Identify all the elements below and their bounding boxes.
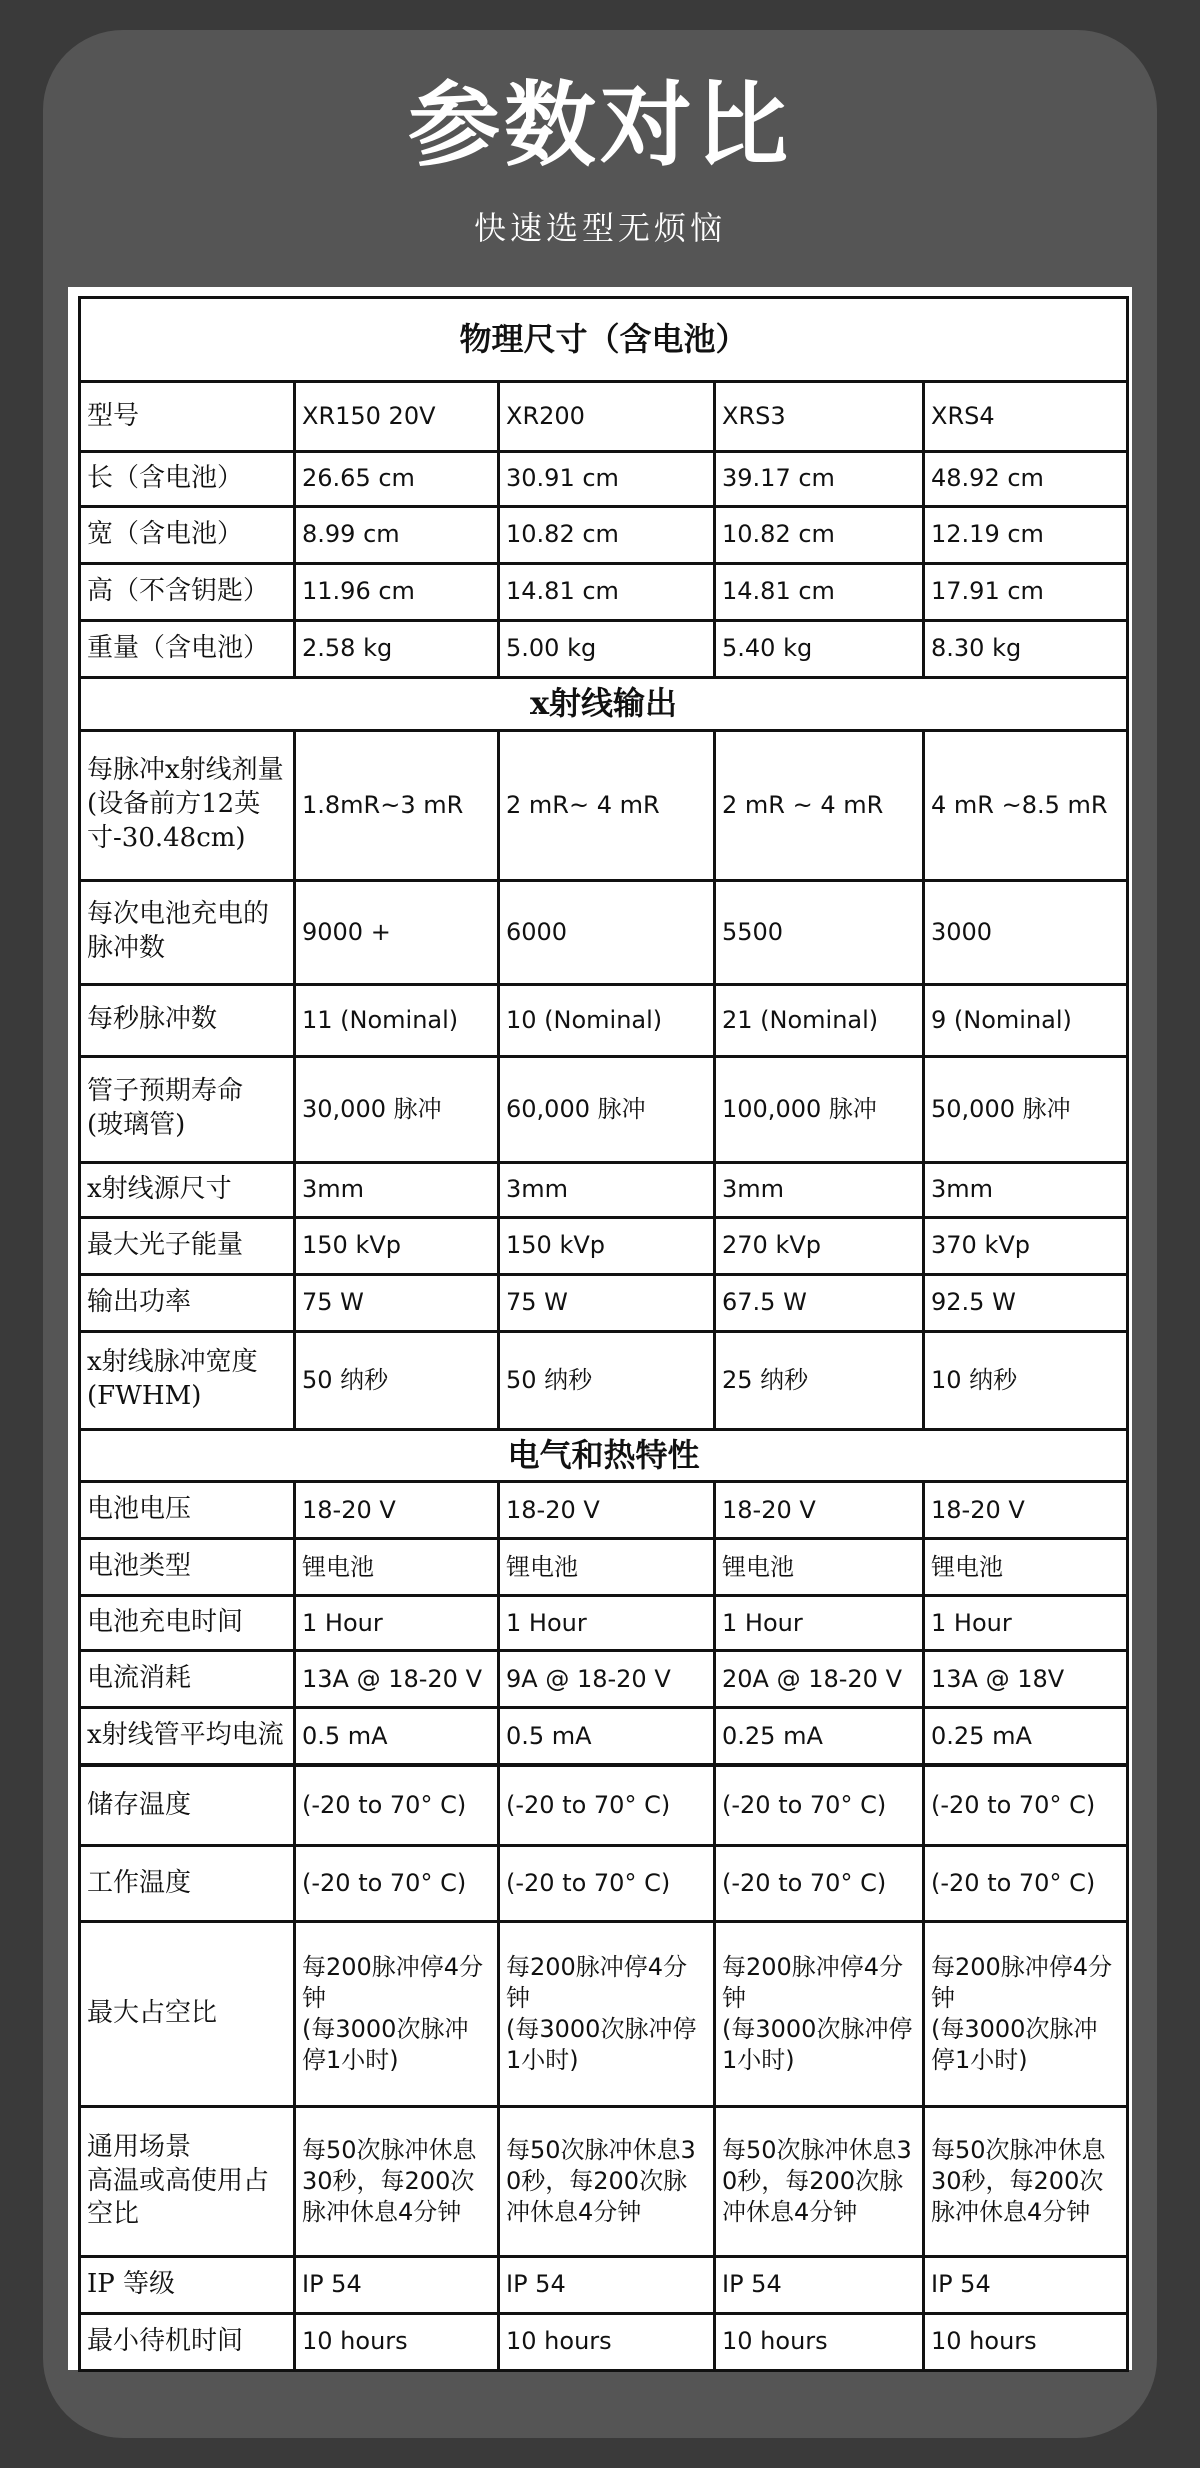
table-row <box>80 507 1128 564</box>
cell-value: IP 54 <box>715 2257 924 2314</box>
table-row <box>80 1846 1128 1922</box>
cell-value: 270 kVp <box>715 1217 924 1274</box>
row-label: 储存温度 <box>80 1766 295 1846</box>
cell-value: 5.40 kg <box>715 621 924 678</box>
cell-value: (-20 to 70° C) <box>715 1766 924 1846</box>
cell-value: XRS3 <box>715 382 924 452</box>
cell-value: 2 mR ~ 4 mR <box>715 730 924 880</box>
cell-value: 锂电池 <box>499 1539 715 1596</box>
cell-value: 每50次脉冲休息30秒，每200次脉冲休息4分钟 <box>715 2107 924 2257</box>
cell-value: 10 hours <box>924 2314 1128 2371</box>
table-row <box>80 1482 1128 1539</box>
table-row <box>80 382 1128 452</box>
cell-value: 每50次脉冲休息30秒，每200次脉冲休息4分钟 <box>499 2107 715 2257</box>
cell-value: (-20 to 70° C) <box>295 1846 499 1922</box>
table-row <box>80 1596 1128 1651</box>
table-row <box>80 1162 1128 1217</box>
cell-value: 每200脉冲停4分钟 (每3000次脉冲停1小时) <box>715 1922 924 2107</box>
row-label: 电池充电时间 <box>80 1596 295 1651</box>
cell-value: 1 Hour <box>924 1596 1128 1651</box>
table-row <box>80 2107 1128 2257</box>
cell-value: IP 54 <box>924 2257 1128 2314</box>
table-row <box>80 1651 1128 1708</box>
table-row <box>80 564 1128 621</box>
cell-value: IP 54 <box>295 2257 499 2314</box>
cell-value: 50 纳秒 <box>499 1331 715 1429</box>
cell-value: (-20 to 70° C) <box>715 1846 924 1922</box>
cell-value: 5500 <box>715 880 924 984</box>
cell-value: 13A @ 18-20 V <box>295 1651 499 1708</box>
cell-value: 每50次脉冲休息30秒，每200次脉冲休息4分钟 <box>295 2107 499 2257</box>
row-label: 重量（含电池） <box>80 621 295 678</box>
cell-value: 14.81 cm <box>715 564 924 621</box>
row-label: 输出功率 <box>80 1274 295 1331</box>
cell-value: (-20 to 70° C) <box>499 1846 715 1922</box>
table-row <box>80 984 1128 1056</box>
cell-value: 6000 <box>499 880 715 984</box>
cell-value: 9 (Nominal) <box>924 984 1128 1056</box>
table-row <box>80 452 1128 507</box>
spec-table-main <box>78 296 1129 1766</box>
cell-value: (-20 to 70° C) <box>924 1846 1128 1922</box>
row-label: 最大占空比 <box>80 1922 295 2107</box>
cell-value: 每200脉冲停4分钟 (每3000次脉冲停1小时) <box>924 1922 1128 2107</box>
cell-value: 5.00 kg <box>499 621 715 678</box>
cell-value: 48.92 cm <box>924 452 1128 507</box>
cell-value: 39.17 cm <box>715 452 924 507</box>
table-row <box>80 1217 1128 1274</box>
cell-value: 10 纳秒 <box>924 1331 1128 1429</box>
section-header-physical: 物理尺寸（含电池） <box>80 298 1128 382</box>
cell-value: 1 Hour <box>295 1596 499 1651</box>
row-label: 管子预期寿命 (玻璃管) <box>80 1056 295 1162</box>
cell-value: 0.25 mA <box>715 1708 924 1765</box>
table-row <box>80 1708 1128 1765</box>
cell-value: 30,000 脉冲 <box>295 1056 499 1162</box>
cell-value: 3mm <box>715 1162 924 1217</box>
cell-value: 每50次脉冲休息30秒，每200次脉冲休息4分钟 <box>924 2107 1128 2257</box>
row-label: 最大光子能量 <box>80 1217 295 1274</box>
row-label: 通用场景 高温或高使用占空比 <box>80 2107 295 2257</box>
cell-value: 8.30 kg <box>924 621 1128 678</box>
cell-value: 150 kVp <box>499 1217 715 1274</box>
cell-value: 21 (Nominal) <box>715 984 924 1056</box>
row-label: x射线源尺寸 <box>80 1162 295 1217</box>
cell-value: 4 mR ~8.5 mR <box>924 730 1128 880</box>
cell-value: XRS4 <box>924 382 1128 452</box>
cell-value: 18-20 V <box>715 1482 924 1539</box>
cell-value: 0.5 mA <box>499 1708 715 1765</box>
cell-value: 12.19 cm <box>924 507 1128 564</box>
cell-value: 9000 + <box>295 880 499 984</box>
cell-value: 150 kVp <box>295 1217 499 1274</box>
section-header-electrical: 电气和热特性 <box>80 1429 1128 1482</box>
cell-value: 10 (Nominal) <box>499 984 715 1056</box>
table-row <box>80 1766 1128 1846</box>
cell-value: 50 纳秒 <box>295 1331 499 1429</box>
cell-value: 17.91 cm <box>924 564 1128 621</box>
cell-value: 50,000 脉冲 <box>924 1056 1128 1162</box>
cell-value: 3mm <box>499 1162 715 1217</box>
cell-value: 3000 <box>924 880 1128 984</box>
row-label: 宽（含电池） <box>80 507 295 564</box>
table-row <box>80 621 1128 678</box>
cell-value: (-20 to 70° C) <box>499 1766 715 1846</box>
row-label: 电流消耗 <box>80 1651 295 1708</box>
cell-value: 2 mR~ 4 mR <box>499 730 715 880</box>
cell-value: 3mm <box>924 1162 1128 1217</box>
table-row <box>80 1056 1128 1162</box>
cell-value: 锂电池 <box>924 1539 1128 1596</box>
cell-value: 60,000 脉冲 <box>499 1056 715 1162</box>
cell-value: 1.8mR~3 mR <box>295 730 499 880</box>
cell-value: XR200 <box>499 382 715 452</box>
cell-value: 67.5 W <box>715 1274 924 1331</box>
cell-value: 10.82 cm <box>499 507 715 564</box>
cell-value: 14.81 cm <box>499 564 715 621</box>
cell-value: IP 54 <box>499 2257 715 2314</box>
cell-value: 锂电池 <box>715 1539 924 1596</box>
cell-value: 11 (Nominal) <box>295 984 499 1056</box>
row-label: 最小待机时间 <box>80 2314 295 2371</box>
cell-value: 10 hours <box>499 2314 715 2371</box>
cell-value: 2.58 kg <box>295 621 499 678</box>
cell-value: 100,000 脉冲 <box>715 1056 924 1162</box>
page-subtitle: 快速选型无烦恼 <box>473 209 726 247</box>
table-row <box>80 1922 1128 2107</box>
cell-value: 26.65 cm <box>295 452 499 507</box>
section-header-xray: x射线输出 <box>80 678 1128 731</box>
cell-value: (-20 to 70° C) <box>924 1766 1128 1846</box>
cell-value: 13A @ 18V <box>924 1651 1128 1708</box>
cell-value: 370 kVp <box>924 1217 1128 1274</box>
cell-value: 10 hours <box>715 2314 924 2371</box>
row-label: 电池电压 <box>80 1482 295 1539</box>
row-label: IP 等级 <box>80 2257 295 2314</box>
cell-value: 75 W <box>499 1274 715 1331</box>
cell-value: 11.96 cm <box>295 564 499 621</box>
cell-value: 每200脉冲停4分钟 (每3000次脉冲停1小时) <box>295 1922 499 2107</box>
row-label: x射线管平均电流 <box>80 1708 295 1765</box>
cell-value: 每200脉冲停4分钟 (每3000次脉冲停1小时) <box>499 1922 715 2107</box>
row-label: 长（含电池） <box>80 452 295 507</box>
row-label: 电池类型 <box>80 1539 295 1596</box>
cell-value: 9A @ 18-20 V <box>499 1651 715 1708</box>
cell-value: 92.5 W <box>924 1274 1128 1331</box>
cell-value: 18-20 V <box>924 1482 1128 1539</box>
spec-table-thermal <box>78 1764 1129 2372</box>
table-row <box>80 1539 1128 1596</box>
cell-value: 10.82 cm <box>715 507 924 564</box>
page-title: 参数对比 <box>407 72 792 179</box>
row-label: 工作温度 <box>80 1846 295 1922</box>
cell-value: 20A @ 18-20 V <box>715 1651 924 1708</box>
row-label: 每秒脉冲数 <box>80 984 295 1056</box>
cell-value: 10 hours <box>295 2314 499 2371</box>
cell-value: 1 Hour <box>499 1596 715 1651</box>
cell-value: 0.5 mA <box>295 1708 499 1765</box>
cell-value: 18-20 V <box>295 1482 499 1539</box>
cell-value: 18-20 V <box>499 1482 715 1539</box>
table-row <box>80 730 1128 880</box>
cell-value: 1 Hour <box>715 1596 924 1651</box>
table-row <box>80 2314 1128 2371</box>
cell-value: 锂电池 <box>295 1539 499 1596</box>
cell-value: 8.99 cm <box>295 507 499 564</box>
cell-value: XR150 20V <box>295 382 499 452</box>
row-label: x射线脉冲宽度 (FWHM) <box>80 1331 295 1429</box>
row-label: 每次电池充电的脉冲数 <box>80 880 295 984</box>
row-label: 型号 <box>80 382 295 452</box>
cell-value: 25 纳秒 <box>715 1331 924 1429</box>
table-row <box>80 880 1128 984</box>
row-label: 每脉冲x射线剂量 (设备前方12英寸-30.48cm) <box>80 730 295 880</box>
cell-value: 3mm <box>295 1162 499 1217</box>
table-row <box>80 1274 1128 1331</box>
row-label: 高（不含钥匙） <box>80 564 295 621</box>
cell-value: 75 W <box>295 1274 499 1331</box>
cell-value: 30.91 cm <box>499 452 715 507</box>
cell-value: 0.25 mA <box>924 1708 1128 1765</box>
table-row <box>80 2257 1128 2314</box>
table-row <box>80 1331 1128 1429</box>
cell-value: (-20 to 70° C) <box>295 1766 499 1846</box>
